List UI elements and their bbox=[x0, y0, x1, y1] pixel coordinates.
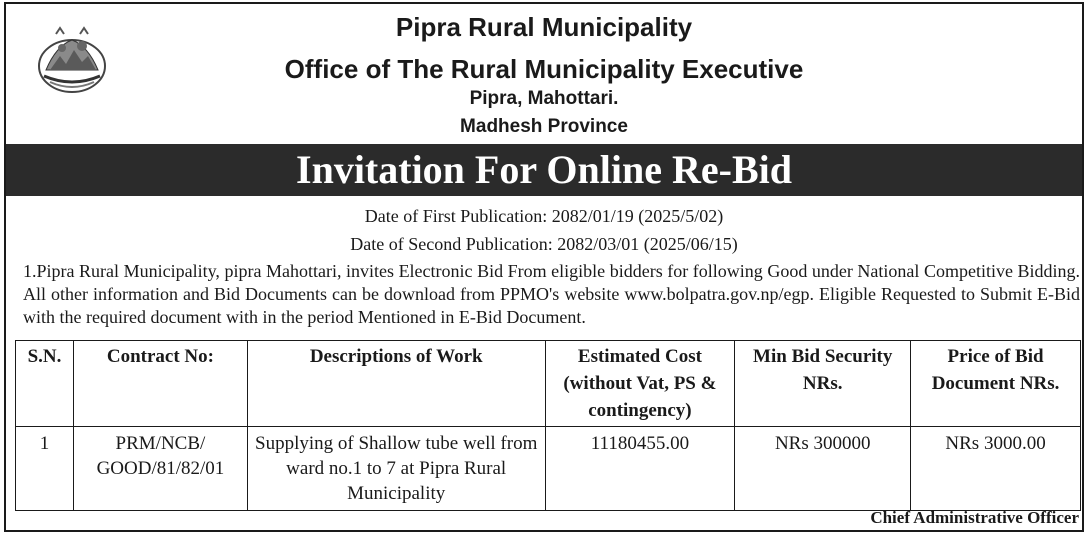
cell-sn: 1 bbox=[16, 427, 74, 511]
cell-bid-security: NRs 300000 bbox=[735, 427, 911, 511]
table-row bbox=[16, 427, 1081, 511]
province-name: Madhesh Province bbox=[460, 116, 628, 137]
cell-estimated-cost: 11180455.00 bbox=[545, 427, 735, 511]
cell-document-price: NRs 3000.00 bbox=[911, 427, 1081, 511]
table-header-row bbox=[16, 341, 1081, 427]
header-estimated-cost: Estimated Cost (without Vat, PS & contingency) bbox=[545, 341, 735, 427]
first-publication-date: Date of First Publication: 2082/01/19 (2025/5/02) bbox=[364, 206, 724, 226]
cell-description: Supplying of Shallow tube well from ward no.1 to 7 at Pipra Rural Municipality bbox=[247, 427, 545, 511]
header-description: Descriptions of Work bbox=[247, 341, 545, 427]
cell-contract-no: PRM/NCB/ GOOD/81/82/01 bbox=[73, 427, 247, 511]
notice-body-text: 1.Pipra Rural Municipality, pipra Mahottari, invites Electronic Bid From eligible bidders for following Good under National Competitive Bidding. All other information and Bid Documents can be download from PPMO's website www.bolpatra.gov.np/egp. Eligible Requested to Submit E-Bid with the required document with in the period Mentioned in E-Bid Document. bbox=[23, 261, 1080, 327]
office-address: Pipra, Mahottari. bbox=[469, 88, 619, 109]
second-publication-date: Date of Second Publication: 2082/03/01 (2025/06/15) bbox=[350, 234, 738, 254]
header-document-price: Price of Bid Document NRs. bbox=[911, 341, 1081, 427]
bid-table bbox=[15, 340, 1081, 511]
org-name: Pipra Rural Municipality bbox=[395, 12, 693, 42]
notice-header bbox=[6, 4, 1082, 144]
header-contract-no: Contract No: bbox=[73, 341, 247, 427]
notice-title-banner: Invitation For Online Re-Bid bbox=[6, 144, 1082, 196]
notice-frame bbox=[4, 2, 1084, 532]
signatory: Chief Administrative Officer bbox=[870, 508, 1079, 527]
office-name: Office of The Rural Municipality Executive bbox=[284, 54, 804, 84]
header-sn: S.N. bbox=[16, 341, 74, 427]
header-bid-security: Min Bid Security NRs. bbox=[735, 341, 911, 427]
